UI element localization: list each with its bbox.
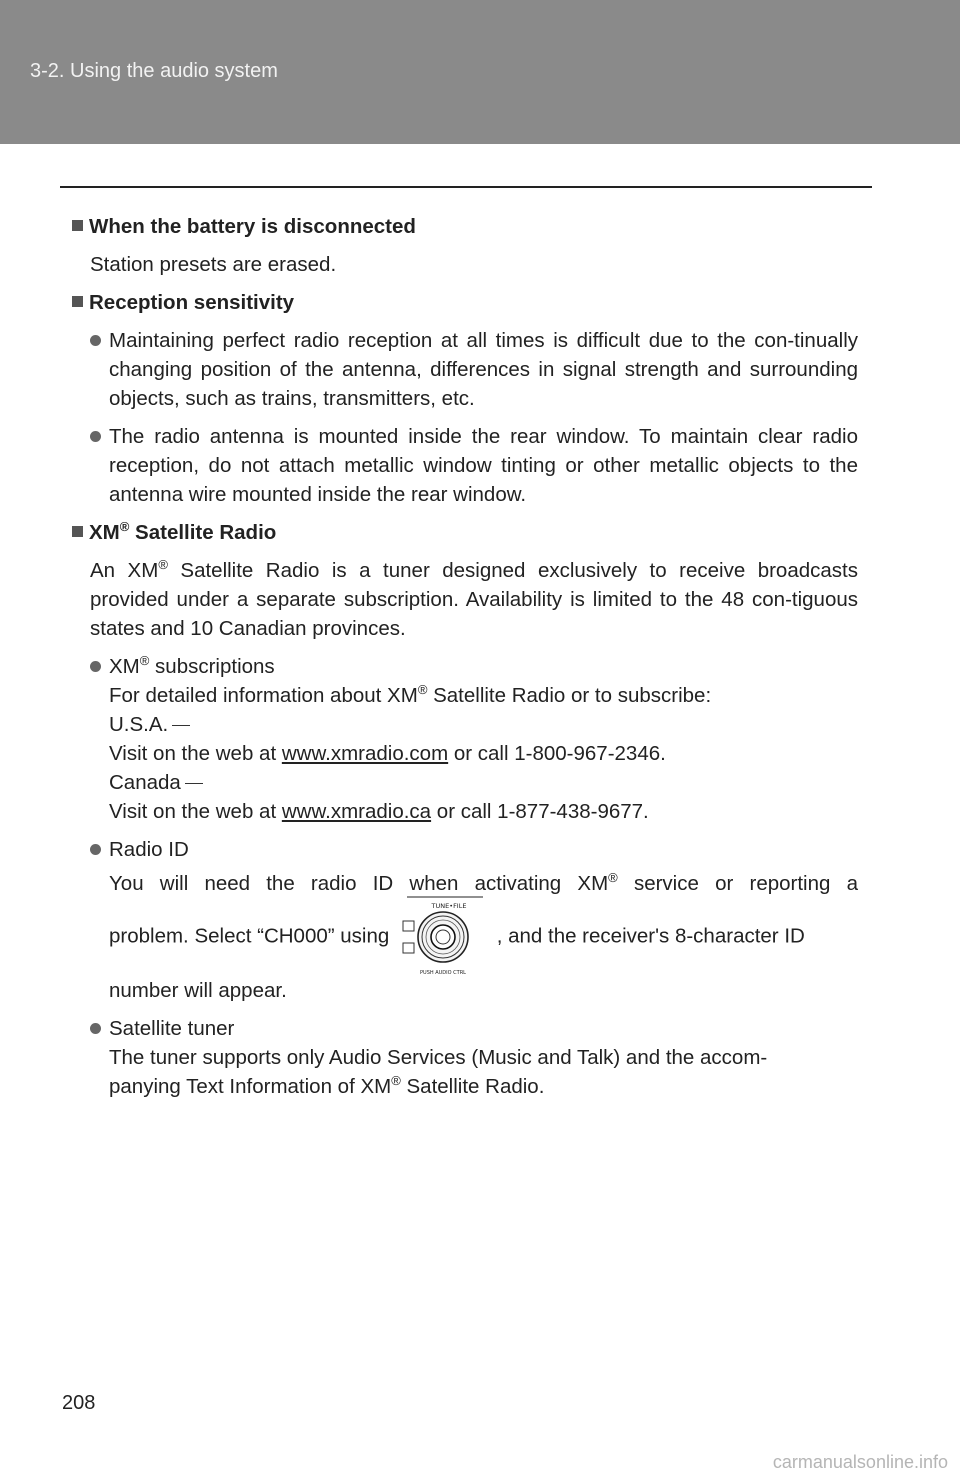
reception-bullet-2: The radio antenna is mounted inside the rear window. To maintain clear radio reception, do not attach metallic window tinting or other metallic objects to the antenna wire mounted inside the rear window. xyxy=(72,422,858,509)
section-title: 3-2. Using the audio system xyxy=(30,60,278,82)
watermark: carmanualsonline.info xyxy=(772,1452,948,1472)
square-bullet-icon xyxy=(72,526,83,537)
header-rule xyxy=(60,186,872,188)
tune-file-knob-icon xyxy=(401,894,485,980)
round-bullet-icon xyxy=(90,1023,101,1034)
round-bullet-icon xyxy=(90,431,101,442)
xm-heading: XM® Satellite Radio xyxy=(72,518,858,547)
page-number: 208 xyxy=(62,1392,96,1414)
knob-bottom-label: PUSH AUDIO CTRL xyxy=(420,970,466,976)
xmradio-com-link[interactable]: www.xmradio.com xyxy=(281,742,449,765)
dash-line xyxy=(172,725,190,726)
xm-subscriptions: XM® subscriptions For detailed information about XM® Satellite Radio or to subscribe: U.S.A. Visit on the web at www.xmradio.com or call 1-800-967-2346. Canada Visit on the web at www.xmradio.ca or call 1-877-438-9677. xyxy=(72,652,858,826)
round-bullet-icon xyxy=(90,335,101,346)
knob-top-label: TUNE•FILE xyxy=(431,902,467,910)
round-bullet-icon xyxy=(90,661,101,672)
xm-intro: An XM® Satellite Radio is a tuner designed exclusively to receive broadcasts provided under a separate subscription. Availability is limited to the 48 con-tiguous states and 10 Canadian provinces. xyxy=(90,557,858,640)
xm-radio-id: Radio ID You will need the radio ID when activating XM® service or reporting a problem. Select “CH000” using TUNE•FILE PUSH AUDIO CTRL , and the receiver's 8-character ID number will appear. xyxy=(72,835,858,1005)
page-header xyxy=(0,0,960,144)
battery-text: Station presets are erased. xyxy=(90,253,337,276)
page-content xyxy=(72,212,858,1101)
usa-label: U.S.A. xyxy=(109,713,169,736)
square-bullet-icon xyxy=(72,220,83,231)
dash-line xyxy=(185,783,203,784)
xm-satellite-tuner: Satellite tuner The tuner supports only Audio Services (Music and Talk) and the accom- panying Text Information of XM® Satellite Radio. xyxy=(72,1014,858,1101)
reception-heading: Reception sensitivity xyxy=(72,288,858,317)
square-bullet-icon xyxy=(72,296,83,307)
round-bullet-icon xyxy=(90,844,101,855)
battery-heading: When the battery is disconnected xyxy=(72,212,858,241)
reception-bullet-1: Maintaining perfect radio reception at all times is difficult due to the con-tinually changing position of the antenna, differences in signal strength and surrounding objects, such as trains, transmitters, etc. xyxy=(72,326,858,413)
xmradio-ca-link[interactable]: www.xmradio.ca xyxy=(281,800,432,823)
canada-label: Canada xyxy=(109,771,181,794)
